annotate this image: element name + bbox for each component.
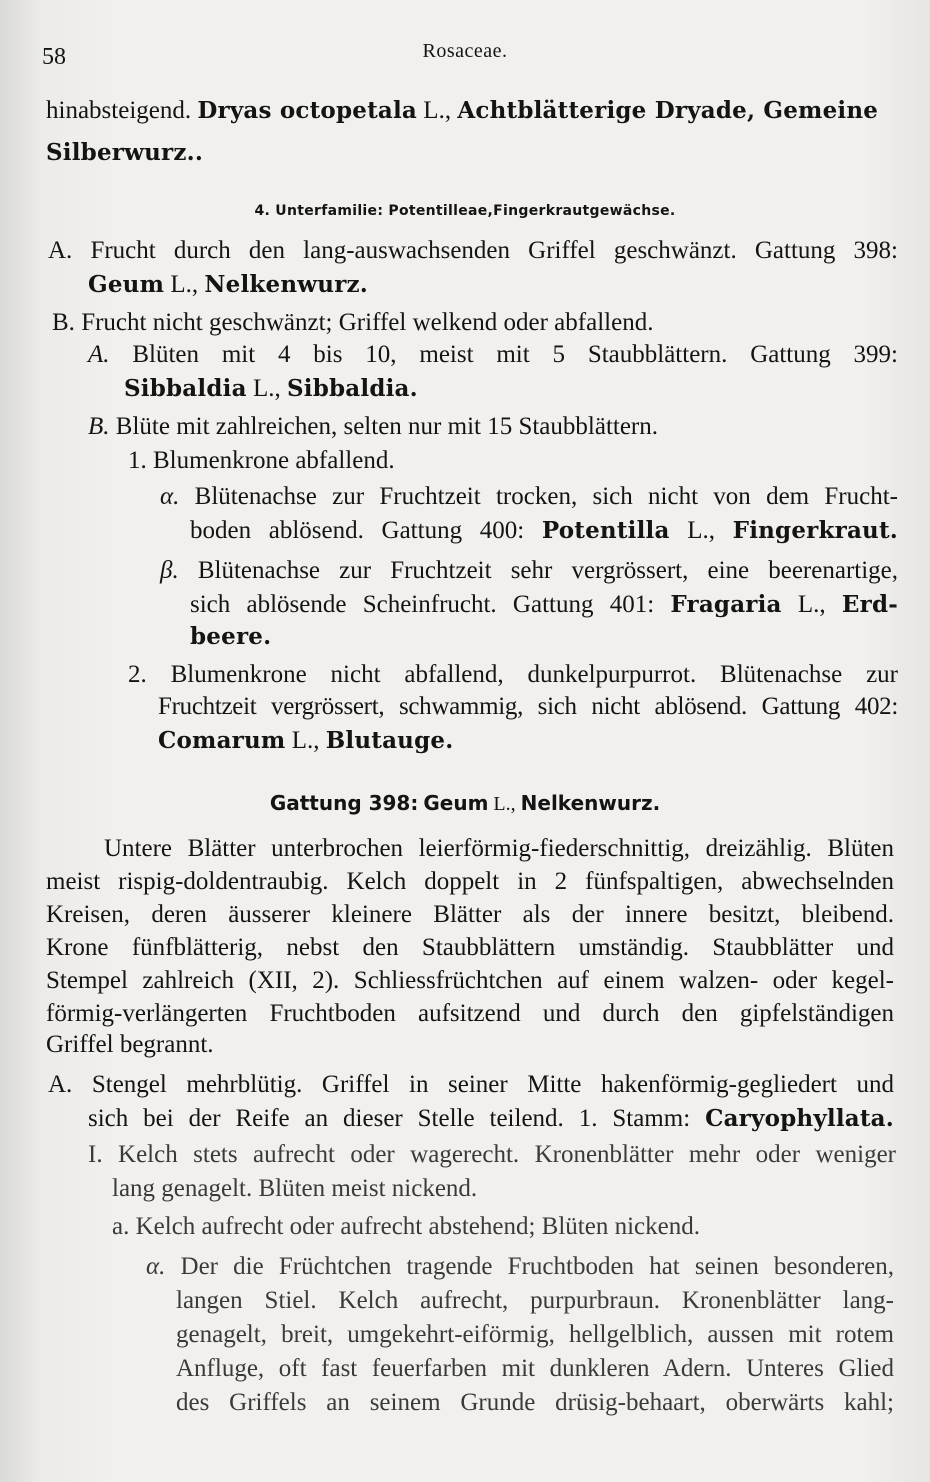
key2-item-alpha-line-3: genagelt, breit, umgekehrt-eiförmig, hellgelblich, aussen mit rotem bbox=[176, 1321, 894, 1348]
continuation-line-2: Silberwurz.. bbox=[46, 139, 204, 166]
running-title: Rosaceae. bbox=[422, 40, 508, 62]
key2-item-alpha-line-5: des Griffels an seinem Grunde drüsig-behaart, oberwärts kahl; bbox=[176, 1389, 894, 1416]
key-item-A-genus: Geum L., Nelkenwurz. bbox=[88, 271, 369, 298]
description-line-3: Kreisen, deren äusserer kleinere Blätter als der innere besitzt, bleibend. bbox=[46, 901, 894, 928]
key-item-BB1b-line-3: beere. bbox=[190, 623, 272, 650]
key2-item-alpha-line-4: Anfluge, oft fast feuerfarben mit dunkleren Adern. Unteres Glied bbox=[176, 1355, 894, 1382]
description-line-5: Stempel zahlreich (XII, 2). Schliessfrüchtchen auf einem walzen- oder kegel- bbox=[46, 967, 894, 994]
key2-item-a: a. Kelch aufrecht oder aufrecht abstehend; Blüten nickend. bbox=[112, 1213, 700, 1240]
key2-item-I-line-2: lang genagelt. Blüten meist nickend. bbox=[112, 1175, 478, 1202]
key-item-BB2-line-3: Comarum L., Blutauge. bbox=[158, 727, 454, 754]
key-item-A: A. Frucht durch den lang-auswachsenden Griffel geschwänzt. Gattung 398: bbox=[48, 237, 898, 264]
key-item-BB1a-line-2: boden ablösend. Gattung 400: Potentilla L., Fingerkraut. bbox=[190, 517, 899, 544]
description-line-6: förmig-verlängerten Fruchtboden aufsitzend und durch den gipfelständigen bbox=[46, 1000, 894, 1027]
subfamily-heading: 4. Unterfamilie: Potentilleae,Fingerkrautgewächse. bbox=[254, 203, 676, 219]
key2-item-A-line-2: sich bei der Reife an dieser Stelle teilend. 1. Stamm: Caryophyllata. bbox=[88, 1105, 894, 1132]
key-item-BA-genus: Sibbaldia L., Sibbaldia. bbox=[124, 375, 418, 402]
key-item-BA: A. Blüten mit 4 bis 10, meist mit 5 Staubblättern. Gattung 399: bbox=[88, 341, 899, 368]
key2-item-A-line-1: A. Stengel mehrblütig. Griffel in seiner Mitte hakenförmig-gegliedert und bbox=[48, 1071, 894, 1098]
key-item-BB1b-line-2: sich ablösende Scheinfrucht. Gattung 401: Fragaria L., Erd- bbox=[190, 591, 898, 618]
page-number: 58 bbox=[42, 44, 66, 70]
key2-item-alpha-line-1: α. Der die Früchtchen tragende Fruchtboden hat seinen besonderen, bbox=[146, 1253, 894, 1280]
continuation-line-1: hinabsteigend. Dryas octopetala L., Achtblätterige Dryade, Gemeine bbox=[46, 97, 879, 124]
key-item-BB1a-line-1: α. Blütenachse zur Fruchtzeit trocken, sich nicht von dem Frucht- bbox=[160, 483, 899, 510]
key-item-B: B. Frucht nicht geschwänzt; Griffel welkend oder abfallend. bbox=[52, 309, 654, 336]
description-line-7: Griffel begrannt. bbox=[46, 1031, 214, 1058]
key-item-BB1b-line-1: β. Blütenachse zur Fruchtzeit sehr vergrössert, eine beerenartige, bbox=[160, 557, 899, 584]
key-item-BB: B. Blüte mit zahlreichen, selten nur mit 15 Staubblättern. bbox=[88, 413, 659, 440]
description-line-4: Krone fünfblätterig, nebst den Staubblättern umständig. Staubblätter und bbox=[46, 934, 894, 961]
description-line-1: Untere Blätter unterbrochen leierförmig-fiederschnittig, dreizählig. Blüten bbox=[104, 835, 894, 862]
key2-item-I-line-1: I. Kelch stets aufrecht oder wagerecht. Kronenblätter mehr oder weniger bbox=[88, 1141, 897, 1168]
key2-item-alpha-line-2: langen Stiel. Kelch aufrecht, purpurbraun. Kronenblätter lang- bbox=[176, 1287, 894, 1314]
key-item-BB1: 1. Blumenkrone abfallend. bbox=[128, 447, 395, 474]
description-line-2: meist rispig-doldentraubig. Kelch doppelt in 2 fünfspaltigen, abwechselnden bbox=[46, 868, 894, 895]
genus-heading: Gattung 398: Geum L., Nelkenwurz. bbox=[269, 791, 661, 815]
key-item-BB2-line-1: 2. Blumenkrone nicht abfallend, dunkelpurpurrot. Blütenachse zur bbox=[128, 661, 898, 688]
key-item-BB2-line-2: Fruchtzeit vergrössert, schwammig, sich nicht ablösend. Gattung 402: bbox=[158, 693, 898, 720]
